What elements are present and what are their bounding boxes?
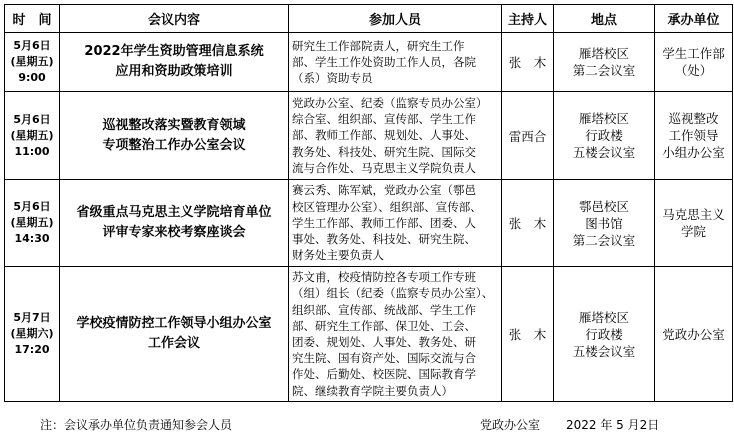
table-row: [5, 180, 733, 267]
time-text: 14:30: [14, 232, 50, 245]
organizer-line: （处）: [674, 63, 713, 78]
weekday-text: (星期六): [10, 327, 54, 340]
participants-line: 部、教师工作部、规划处、人事处、: [292, 128, 476, 143]
header-row: [5, 5, 733, 33]
location-cell: [554, 180, 655, 267]
participants-line: 赛云秀、陈军斌，党政办公室（鄠邑: [292, 183, 476, 198]
weekday-text: (星期五): [10, 55, 54, 68]
location-line: 图书馆: [585, 215, 623, 231]
location-line: 雁塔校区: [578, 309, 629, 325]
organizer-cell: [655, 92, 733, 180]
footer-note: 注：会议承办单位负责通知参会人员: [40, 418, 233, 432]
topic-line: 巡视整改落实暨教育领域: [102, 117, 246, 133]
participants-line: （系）资助专员: [292, 71, 373, 86]
participants-line: 财务处主要负责人: [292, 248, 384, 263]
topic-line: 学校疫情防控工作领导小组办公室: [76, 316, 272, 331]
organizer-line: 小组办公室: [662, 145, 725, 160]
date-text: 5月6日: [13, 200, 51, 213]
date-text: 5月6日: [13, 39, 51, 52]
issuer-name: 党政办公室: [480, 418, 541, 432]
time-cell: [5, 180, 60, 267]
topic-line: 工作会议: [147, 336, 200, 351]
weekday-text: (星期五): [10, 128, 54, 142]
organizer-line: 党政办公室: [662, 326, 725, 342]
time-cell: [5, 33, 60, 92]
participants-line: 研究生工作部院责人，研究生工作: [292, 38, 465, 53]
time-text: 9:00: [18, 71, 46, 84]
location-line: 鄠邑校区: [578, 198, 629, 214]
participants-cell: [289, 180, 502, 267]
location-line: 五楼会议室: [572, 343, 636, 359]
topic-line: 2022年学生资助管理信息系统: [84, 44, 264, 59]
organizer-line: 巡视整改: [668, 111, 719, 126]
date-text: 5月6日: [13, 112, 51, 126]
host-cell: 张 木: [502, 180, 554, 267]
topic-line: 应用和资助政策培训: [115, 64, 233, 79]
participants-line: 苏文甫，校疫情防控各专项工作专班: [292, 270, 476, 285]
host-cell: 张 木: [502, 33, 554, 92]
participants-line: 部、学生工作处资助工作人员，各院: [292, 54, 476, 69]
topic-cell: [60, 92, 289, 180]
issue-date: 2022 年 5 月2日: [566, 418, 660, 432]
header-time: 时 间: [5, 5, 60, 33]
location-line: 雁塔校区: [578, 111, 629, 126]
header-participants: 参加人员: [289, 5, 502, 33]
participants-cell: [289, 33, 502, 92]
participants-cell: [289, 267, 502, 402]
participants-cell: [289, 92, 502, 180]
date-text: 5月7日: [13, 311, 51, 324]
topic-cell: [60, 267, 289, 402]
location-line: 雁塔校区: [578, 46, 629, 61]
organizer-line: 马克思主义: [662, 207, 725, 222]
topic-line: 评审专家来校考察座谈会: [102, 225, 246, 240]
participants-line: 学生工作部、教师工作部、团委、人: [292, 215, 476, 230]
table-row: [5, 92, 733, 180]
location-cell: [554, 33, 655, 92]
participants-line: 流与合作处、马克思主义学院负责人: [292, 160, 476, 175]
participants-line: 校区管理办公室）、组织部、宣传部、: [292, 199, 482, 214]
organizer-cell: [655, 180, 733, 267]
location-line: 第二会议室: [572, 232, 636, 248]
location-cell: [554, 267, 655, 402]
organizer-line: 工作领导: [668, 128, 719, 143]
header-host: 主持人: [502, 5, 554, 33]
time-text: 17:20: [14, 343, 50, 356]
participants-line: 教务处、科技处、研究生院、国际交: [292, 144, 476, 159]
time-cell: [5, 92, 60, 180]
location-line: 第二会议室: [572, 63, 636, 78]
header-location: 地点: [554, 5, 655, 33]
organizer-line: 学院: [680, 224, 706, 239]
participants-line: 作处、后勤处、校医院、国际教育学: [292, 367, 476, 382]
header-topic: 会议内容: [60, 5, 289, 33]
table-row: [5, 267, 733, 402]
organizer-cell: [655, 33, 733, 92]
participants-line: 党政办公室、纪委（监察专员办公室）: [292, 95, 488, 110]
participants-line: 综合室、组织部、宣传部、学生工作: [292, 112, 476, 127]
meeting-schedule-table: [4, 4, 733, 402]
location-cell: [554, 92, 655, 180]
location-line: 行政楼: [585, 128, 623, 143]
topic-cell: [60, 33, 289, 92]
organizer-line: 学生工作部: [662, 46, 725, 61]
host-cell: 雷西合: [502, 92, 554, 180]
time-text: 11:00: [14, 144, 50, 158]
participants-line: 事处、教务处、科技处、研究生院、: [292, 232, 476, 247]
participants-line: 究生院、国有资产处、国际交流与合: [292, 351, 476, 366]
location-line: 五楼会议室: [572, 145, 636, 160]
organizer-cell: [655, 267, 733, 402]
participants-line: 团委、规划处、人事处、教务处、研: [292, 335, 476, 349]
participants-line: 部、研究生工作部、保卫处、工会、: [292, 318, 476, 333]
topic-cell: [60, 180, 289, 267]
topic-line: 省级重点马克思主义学院培育单位: [76, 205, 272, 220]
participants-line: 组织部、宣传部、统战部、学生工作: [292, 302, 476, 317]
time-cell: [5, 267, 60, 402]
header-organizer: 承办单位: [655, 5, 733, 33]
participants-line: 院、继续教育学院主要负责人）: [292, 383, 453, 398]
participants-line: （组）组长（纪委（监察专员办公室）、: [292, 286, 494, 301]
topic-line: 专项整治工作办公室会议: [102, 137, 246, 153]
location-line: 行政楼: [585, 326, 623, 342]
host-cell: 张 木: [502, 267, 554, 402]
footer: [0, 414, 734, 434]
weekday-text: (星期五): [10, 216, 54, 229]
table-row: [5, 33, 733, 92]
